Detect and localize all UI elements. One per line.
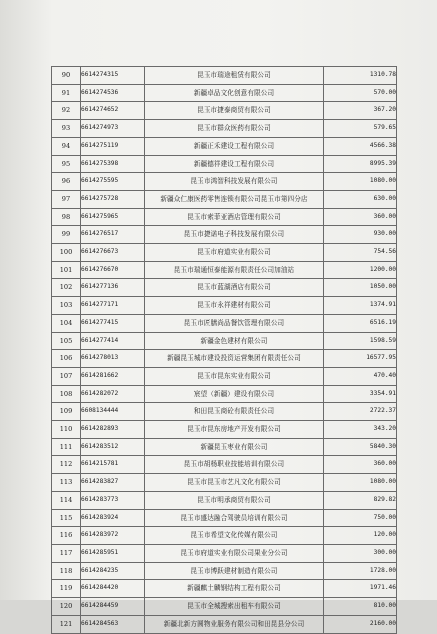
row-number-cell: 120 <box>52 598 81 616</box>
company-name-cell: 昆玉市胡杨职业技能培训有限公司 <box>145 456 324 474</box>
row-number-cell: 112 <box>52 456 81 474</box>
table-row <box>52 474 397 492</box>
row-number-cell: 92 <box>52 102 81 120</box>
amount-cell: 1080.00 <box>324 474 397 492</box>
row-number-cell: 97 <box>52 190 81 208</box>
amount-cell: 810.00 <box>324 598 397 616</box>
row-number-cell: 116 <box>52 527 81 545</box>
amount-cell: 570.00 <box>324 84 397 102</box>
company-name-cell: 新疆北新方圆物业服务有限公司和田昆县分公司 <box>145 615 324 633</box>
table-body <box>52 67 397 634</box>
company-name-cell: 宸望（新疆）建设有限公司 <box>145 385 324 403</box>
company-name-cell: 昆玉市匠膳尚品餐饮管理有限公司 <box>145 314 324 332</box>
table-row <box>52 421 397 439</box>
tax-code-cell: 6614275595 <box>81 173 145 191</box>
row-number-cell: 108 <box>52 385 81 403</box>
row-number-cell: 113 <box>52 474 81 492</box>
company-name-cell: 昆玉市全城搜索出租车有限公司 <box>145 598 324 616</box>
amount-cell: 5840.30 <box>324 438 397 456</box>
tax-code-cell: 6614283924 <box>81 509 145 527</box>
amount-cell: 8995.39 <box>324 155 397 173</box>
amount-cell: 750.00 <box>324 509 397 527</box>
amount-cell: 360.00 <box>324 456 397 474</box>
tax-code-cell: 6614284563 <box>81 615 145 633</box>
row-number-cell: 95 <box>52 155 81 173</box>
table-row <box>52 314 397 332</box>
row-number-cell: 96 <box>52 173 81 191</box>
row-number-cell: 100 <box>52 244 81 262</box>
company-name-cell: 昆玉市瑞通恒泰能源有限责任公司加油站 <box>145 261 324 279</box>
table-row <box>52 155 397 173</box>
table-row <box>52 491 397 509</box>
company-name-cell: 新疆德祥建设工程有限公司 <box>145 155 324 173</box>
company-name-cell: 昆玉市捷诺电子科技发展有限公司 <box>145 226 324 244</box>
company-name-cell: 昆玉市蓝湖酒店有限公司 <box>145 279 324 297</box>
row-number-cell: 121 <box>52 615 81 633</box>
company-name-cell: 昆玉市鸿智科技发展有限公司 <box>145 173 324 191</box>
company-name-cell: 新疆正禾建设工程有限公司 <box>145 137 324 155</box>
tax-code-cell: 6614274652 <box>81 102 145 120</box>
tax-code-cell: 6614283827 <box>81 474 145 492</box>
row-number-cell: 119 <box>52 580 81 598</box>
table-row <box>52 509 397 527</box>
row-number-cell: 115 <box>52 509 81 527</box>
row-number-cell: 93 <box>52 120 81 138</box>
table-row <box>52 261 397 279</box>
table-row <box>52 137 397 155</box>
amount-cell: 1310.78 <box>324 67 397 85</box>
tax-code-cell: 6614276670 <box>81 261 145 279</box>
table-row <box>52 67 397 85</box>
row-number-cell: 94 <box>52 137 81 155</box>
company-name-cell: 昆玉市盛达融合驾驶员培训有限公司 <box>145 509 324 527</box>
tax-code-cell: 6614274315 <box>81 67 145 85</box>
company-name-cell: 昆玉市永祥建材有限公司 <box>145 297 324 315</box>
company-name-cell: 新疆昆玉城市建设投资运营集团有限责任公司 <box>145 350 324 368</box>
tax-code-cell: 6614283972 <box>81 527 145 545</box>
row-number-cell: 102 <box>52 279 81 297</box>
amount-cell: 300.00 <box>324 544 397 562</box>
tax-code-cell: 6614283512 <box>81 438 145 456</box>
table-row <box>52 580 397 598</box>
amount-cell: 630.00 <box>324 190 397 208</box>
amount-cell: 1971.46 <box>324 580 397 598</box>
company-name-cell: 新疆金色建材有限公司 <box>145 332 324 350</box>
row-number-cell: 105 <box>52 332 81 350</box>
amount-cell: 343.20 <box>324 421 397 439</box>
tax-code-cell: 6614277415 <box>81 314 145 332</box>
tax-code-cell: 6614283773 <box>81 491 145 509</box>
row-number-cell: 91 <box>52 84 81 102</box>
table-row <box>52 279 397 297</box>
amount-cell: 2722.37 <box>324 403 397 421</box>
table-row <box>52 226 397 244</box>
company-name-cell: 昆玉市捷泰商贸有限公司 <box>145 102 324 120</box>
row-number-cell: 114 <box>52 491 81 509</box>
tax-code-cell: 6614276673 <box>81 244 145 262</box>
tax-code-cell: 6614275965 <box>81 208 145 226</box>
table-row <box>52 367 397 385</box>
amount-cell: 1598.59 <box>324 332 397 350</box>
amount-cell: 360.00 <box>324 208 397 226</box>
company-name-cell: 昆玉市群众医药有限公司 <box>145 120 324 138</box>
row-number-cell: 107 <box>52 367 81 385</box>
tax-code-cell: 6614274973 <box>81 120 145 138</box>
row-number-cell: 106 <box>52 350 81 368</box>
row-number-cell: 117 <box>52 544 81 562</box>
table-row <box>52 562 397 580</box>
table-row <box>52 544 397 562</box>
company-name-cell: 新疆昆玉枣业有限公司 <box>145 438 324 456</box>
table-row <box>52 208 397 226</box>
company-name-cell: 昆玉市博跃建材制造有限公司 <box>145 562 324 580</box>
table-row <box>52 615 397 633</box>
amount-cell: 1728.00 <box>324 562 397 580</box>
company-name-cell: 新疆麒土麟钢结构工程有限公司 <box>145 580 324 598</box>
amount-cell: 1050.00 <box>324 279 397 297</box>
tax-code-cell: 6614274536 <box>81 84 145 102</box>
table-row <box>52 120 397 138</box>
amount-cell: 2160.00 <box>324 615 397 633</box>
table-row <box>52 332 397 350</box>
tax-code-cell: 6614281662 <box>81 367 145 385</box>
row-number-cell: 109 <box>52 403 81 421</box>
amount-cell: 1080.00 <box>324 173 397 191</box>
amount-cell: 829.82 <box>324 491 397 509</box>
table-row <box>52 438 397 456</box>
table-row <box>52 456 397 474</box>
row-number-cell: 118 <box>52 562 81 580</box>
row-number-cell: 110 <box>52 421 81 439</box>
tax-code-cell: 6614284420 <box>81 580 145 598</box>
tax-code-cell: 6614277171 <box>81 297 145 315</box>
amount-cell: 367.20 <box>324 102 397 120</box>
table-row <box>52 102 397 120</box>
row-number-cell: 90 <box>52 67 81 85</box>
tax-code-cell: 6614282072 <box>81 385 145 403</box>
company-name-cell: 昆玉市瑞途租赁有限公司 <box>145 67 324 85</box>
company-name-cell: 昆玉市明承商贸有限公司 <box>145 491 324 509</box>
table-row <box>52 350 397 368</box>
row-number-cell: 99 <box>52 226 81 244</box>
row-number-cell: 104 <box>52 314 81 332</box>
company-name-cell: 昆玉市昆东实业有限公司 <box>145 367 324 385</box>
tax-code-cell: 6614282893 <box>81 421 145 439</box>
amount-cell: 930.00 <box>324 226 397 244</box>
company-name-cell: 昆玉市昆东房地产开发有限公司 <box>145 421 324 439</box>
company-name-cell: 昆玉市昆玉市艺凡文化有限公司 <box>145 474 324 492</box>
row-number-cell: 111 <box>52 438 81 456</box>
amount-cell: 1200.00 <box>324 261 397 279</box>
tax-code-cell: 6614284235 <box>81 562 145 580</box>
tax-code-cell: 6614277136 <box>81 279 145 297</box>
tax-code-cell: 6614275398 <box>81 155 145 173</box>
table-row <box>52 598 397 616</box>
amount-cell: 579.65 <box>324 120 397 138</box>
company-name-cell: 昆玉市府道实业有限公司 <box>145 244 324 262</box>
amount-cell: 16577.95 <box>324 350 397 368</box>
row-number-cell: 98 <box>52 208 81 226</box>
amount-cell: 754.56 <box>324 244 397 262</box>
table-row <box>52 385 397 403</box>
amount-cell: 1374.91 <box>324 297 397 315</box>
amount-cell: 120.00 <box>324 527 397 545</box>
tax-code-cell: 6614275119 <box>81 137 145 155</box>
amount-cell: 4566.38 <box>324 137 397 155</box>
tax-code-cell: 6614276517 <box>81 226 145 244</box>
company-name-cell: 昆玉市府道实业有限公司果业分公司 <box>145 544 324 562</box>
tax-code-cell: 6614285951 <box>81 544 145 562</box>
amount-cell: 3354.91 <box>324 385 397 403</box>
table-row <box>52 84 397 102</box>
amount-cell: 470.40 <box>324 367 397 385</box>
table-row <box>52 527 397 545</box>
tax-code-cell: 6614215781 <box>81 456 145 474</box>
table-row <box>52 173 397 191</box>
table-row <box>52 244 397 262</box>
row-number-cell: 103 <box>52 297 81 315</box>
tax-code-cell: 6614275728 <box>81 190 145 208</box>
table-row <box>52 403 397 421</box>
company-name-cell: 新疆卓品文化创意有限公司 <box>145 84 324 102</box>
company-name-cell: 新疆众仁康医药零售连锁有限公司昆玉市第四分店 <box>145 190 324 208</box>
table-row <box>52 190 397 208</box>
company-name-cell: 昆玉市希望文化传媒有限公司 <box>145 527 324 545</box>
row-number-cell: 101 <box>52 261 81 279</box>
company-name-cell: 和田昆玉商砼有限责任公司 <box>145 403 324 421</box>
amount-cell: 6516.19 <box>324 314 397 332</box>
company-name-cell: 昆玉市索菲亚酒店管理有限公司 <box>145 208 324 226</box>
tax-code-cell: 6614277414 <box>81 332 145 350</box>
taxpayer-table <box>51 66 397 634</box>
table-row <box>52 297 397 315</box>
tax-code-cell: 6614284459 <box>81 598 145 616</box>
tax-code-cell: 6614278013 <box>81 350 145 368</box>
tax-code-cell: 6608134444 <box>81 403 145 421</box>
